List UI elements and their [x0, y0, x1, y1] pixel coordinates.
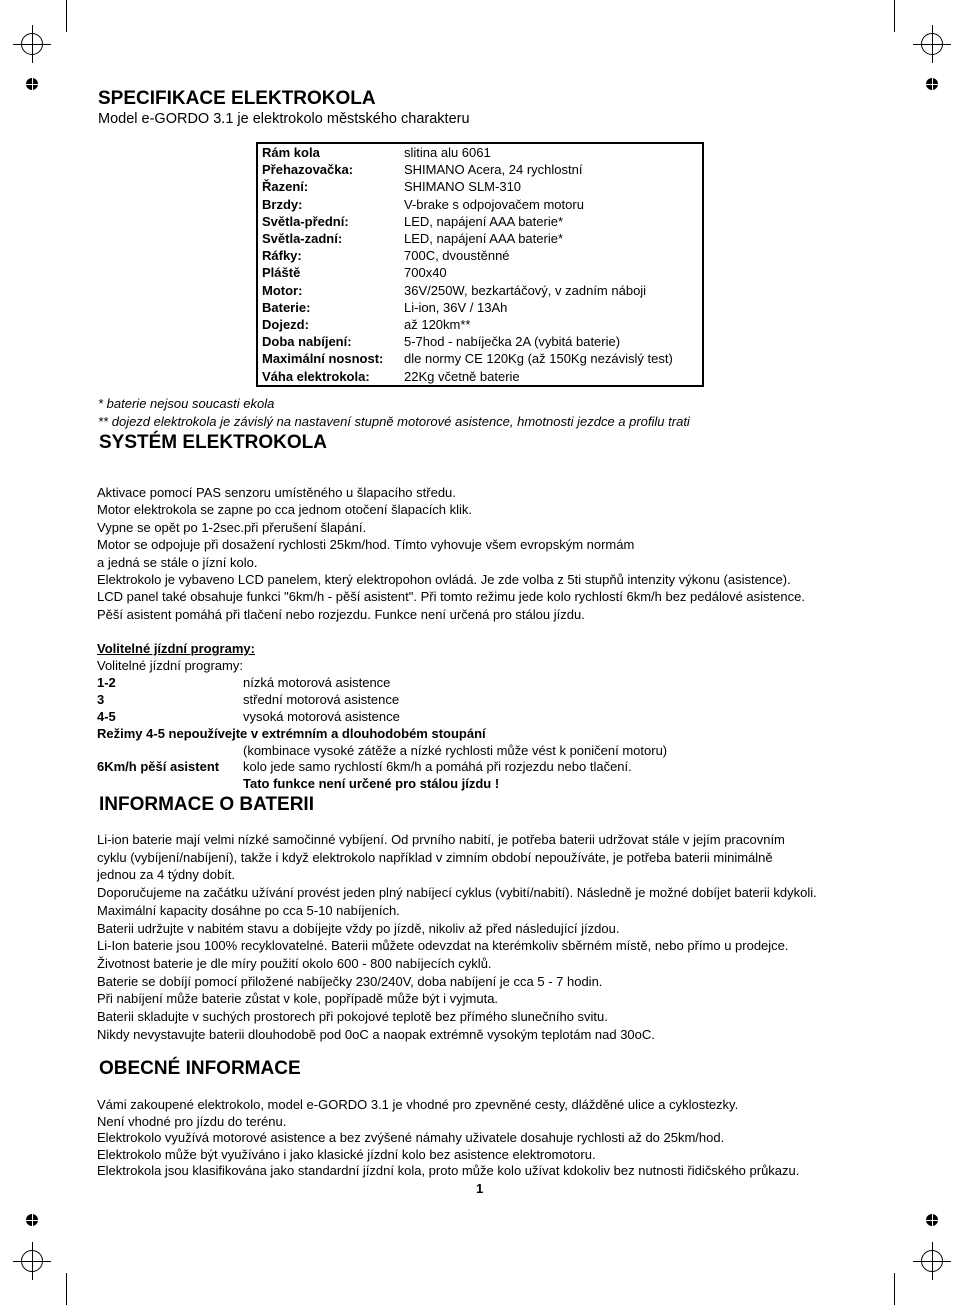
paragraph-line: Nikdy nevystavujte baterii dlouhodobě pod 0oC a naopak extrémně vysokým teplotám nad 30oC.: [97, 1026, 655, 1042]
crop-mark: [894, 1273, 895, 1305]
spec-table: [256, 142, 704, 387]
paragraph-line: cyklu (vybíjení/nabíjení), takže i když elektrokolo například v zimním období nepoužíváte, je potřeba baterii minimálně: [97, 849, 773, 865]
footnote-2: ** dojezd elektrokola je závislý na nastavení stupně motorové asistence, hmotnosti jezdce a profilu trati: [98, 414, 690, 429]
spec-key: Dojezd:: [262, 317, 309, 333]
spec-value: Li-ion, 36V / 13Ah: [404, 299, 508, 315]
spec-value: 22Kg včetně baterie: [404, 368, 520, 384]
programs-heading: Volitelné jízdní programy:: [97, 641, 255, 656]
crop-mark: [66, 0, 67, 32]
spec-value: LED, napájení AAA baterie*: [404, 231, 564, 247]
spec-value: LED, napájení AAA baterie*: [404, 213, 564, 229]
paragraph-line: Baterie se dobíjí pomocí přiložené nabíječky 230/240V, doba nabíjení je cca 5 - 7 hodin.: [97, 973, 603, 989]
program-key: 1-2: [97, 675, 116, 690]
paragraph-line: Motor se odpojuje při dosažení rychlosti 25km/hod. Tímto vyhovuje všem evropským normám: [97, 537, 635, 553]
spec-value: 5-7hod - nabíječka 2A (vybitá baterie): [404, 334, 621, 350]
crop-mark: [66, 1273, 67, 1305]
spec-row: [257, 264, 703, 281]
section-heading-general: OBECNÉ INFORMACE: [99, 1058, 301, 1079]
walk-assist-note: Tato funkce není určené pro stálou jízdu !: [243, 776, 500, 791]
paragraph-line: Doporučujeme na začátku užívání provést jeden plný nabíjecí cyklus (vybití/nabití). Následně je možné dobíjet baterii kdykoli.: [97, 885, 817, 901]
spec-value: SHIMANO SLM-310: [404, 179, 522, 195]
spec-key: Pláště: [262, 265, 301, 281]
spec-row: [257, 350, 703, 367]
spec-row: [257, 368, 703, 386]
walk-assist-key: 6Km/h pěší asistent: [97, 759, 220, 774]
spec-key: Váha elektrokola:: [262, 368, 370, 384]
spec-value: 700x40: [404, 265, 447, 281]
spec-value: až 120km**: [404, 317, 471, 333]
registration-mark-icon: [921, 1250, 943, 1272]
spec-key: Brzdy:: [262, 196, 303, 212]
spec-row: [257, 282, 703, 299]
spec-row: [257, 299, 703, 316]
paragraph-line: Motor elektrokola se zapne po cca jednom otočení šlapacích klik.: [97, 502, 473, 518]
programs-warning-note: (kombinace vysoké zátěže a nízké rychlosti může vést k poničení motoru): [243, 743, 668, 758]
spec-row: [257, 196, 703, 213]
program-value: střední motorová asistence: [243, 692, 400, 708]
spec-key: Doba nabíjení:: [262, 334, 352, 350]
paragraph-line: Baterii udržujte v nabitém stavu a dobíjejte vždy po jízdě, nikoliv až před následující jízdou.: [97, 920, 620, 936]
crop-mark: [894, 0, 895, 32]
paragraph-line: Životnost baterie je dle míry použití okolo 600 - 800 nabíjecích cyklů.: [97, 955, 492, 971]
page-title: SPECIFIKACE ELEKTROKOLA: [98, 88, 376, 109]
paragraph-line: LCD panel také obsahuje funkci "6km/h - pěší asistent". Při tomto režimu jede kolo rychlostí 6km/h bez pedálové asistence.: [97, 589, 805, 605]
registration-dot-icon: [926, 1214, 938, 1226]
spec-key: Rám kola: [262, 145, 320, 160]
spec-value: V-brake s odpojovačem motoru: [404, 196, 584, 212]
paragraph-line: Baterii skladujte v suchých prostorech při pokojové teplotě bez přímého slunečního svitu.: [97, 1009, 608, 1024]
programs-intro: Volitelné jízdní programy:: [97, 658, 243, 673]
paragraph-line: Aktivace pomocí PAS senzoru umístěného u šlapacího středu.: [97, 485, 456, 500]
page-number: 1: [476, 1181, 484, 1196]
section-heading-battery: INFORMACE O BATERII: [99, 794, 314, 815]
registration-dot-icon: [26, 1214, 38, 1226]
spec-row: [257, 247, 703, 264]
paragraph-line: Vypne se opět po 1-2sec.při přerušení šlapání.: [97, 519, 367, 535]
section-heading-system: SYSTÉM ELEKTROKOLA: [99, 432, 328, 453]
programs-warning: Režimy 4-5 nepoužívejte v extrémním a dlouhodobém stoupání: [97, 726, 486, 741]
program-value: vysoká motorová asistence: [243, 709, 400, 725]
paragraph-line: Pěší asistent pomáhá při tlačení nebo rozjezdu. Funkce není určená pro stálou jízdu.: [97, 606, 585, 622]
spec-key: Baterie:: [262, 299, 311, 315]
spec-row: [257, 333, 703, 350]
program-key: 4-5: [97, 709, 116, 725]
paragraph-line: Elektrokolo může být využíváno i jako klasické jízdní kolo bez asistence elektromotoru.: [97, 1146, 596, 1162]
spec-key: Maximální nosnost:: [262, 351, 384, 367]
spec-key: Světla-přední:: [262, 213, 349, 229]
registration-mark-icon: [21, 1250, 43, 1272]
spec-key: Motor:: [262, 282, 303, 298]
spec-row: [257, 213, 703, 230]
spec-row: [257, 178, 703, 195]
spec-row: [257, 230, 703, 247]
paragraph-line: a jedná se stále o jízní kolo.: [97, 554, 258, 570]
paragraph-line: jednou za 4 týdny dobít.: [97, 867, 236, 883]
spec-row: [257, 161, 703, 178]
paragraph-line: Není vhodné pro jízdu do terénu.: [97, 1113, 287, 1129]
spec-row: [257, 316, 703, 333]
spec-key: Přehazovačka:: [262, 162, 354, 178]
walk-assist-value: kolo jede samo rychlostí 6km/h a pomáhá při rozjezdu nebo tlačení.: [243, 759, 632, 774]
registration-mark-icon: [21, 33, 43, 55]
program-value: nízká motorová asistence: [243, 675, 391, 690]
registration-dot-icon: [26, 78, 38, 90]
program-key: 3: [97, 692, 105, 708]
paragraph-line: Maximální kapacity dosáhne po cca 5-10 nabíjeních.: [97, 902, 400, 918]
spec-value: 36V/250W, bezkartáčový, v zadním náboji: [404, 282, 647, 298]
spec-key: Ráfky:: [262, 248, 302, 264]
registration-mark-icon: [921, 33, 943, 55]
spec-key: Světla-zadní:: [262, 231, 343, 247]
spec-value: SHIMANO Acera, 24 rychlostní: [404, 162, 583, 178]
spec-value: slitina alu 6061: [404, 145, 491, 160]
spec-row: [257, 143, 703, 161]
paragraph-line: Li-ion baterie mají velmi nízké samočinné vybíjení. Od prvního nabití, je potřeba baterii udržovat stále v jejím pracovním: [97, 832, 785, 847]
page-subtitle: Model e-GORDO 3.1 je elektrokolo městského charakteru: [98, 111, 470, 127]
paragraph-line: Elektrokola jsou klasifikována jako standardní jízdní kola, proto může kolo užívat kdokoliv bez nutnosti řidičského průkazu.: [97, 1163, 800, 1179]
footnote-1: * baterie nejsou soucasti ekola: [98, 396, 275, 411]
paragraph-line: Elektrokolo je vybaveno LCD panelem, který elektropohon ovládá. Je zde volba z 5ti stupňů intenzity výkonu (asistence).: [97, 572, 791, 587]
paragraph-line: Při nabíjení může baterie zůstat v kole, popřípadě může být i vyjmuta.: [97, 991, 499, 1007]
spec-value: dle normy CE 120Kg (až 150Kg nezávislý test): [404, 351, 673, 367]
spec-value: 700C, dvoustěnné: [404, 248, 510, 264]
spec-key: Řazení:: [262, 179, 309, 195]
paragraph-line: Vámi zakoupené elektrokolo, model e-GORDO 3.1 je vhodné pro zpevněné cesty, dlážděné ulice a cyklostezky.: [97, 1097, 739, 1112]
paragraph-line: Li-Ion baterie jsou 100% recyklovatelné. Baterii můžete odevzdat na kterémkoliv sběrném místě, nebo přímo u prodejce.: [97, 938, 789, 954]
registration-dot-icon: [926, 78, 938, 90]
paragraph-line: Elektrokolo využívá motorové asistence a bez zvýšené námahy uživatele dosahuje rychlosti až do 25km/hod.: [97, 1130, 725, 1146]
